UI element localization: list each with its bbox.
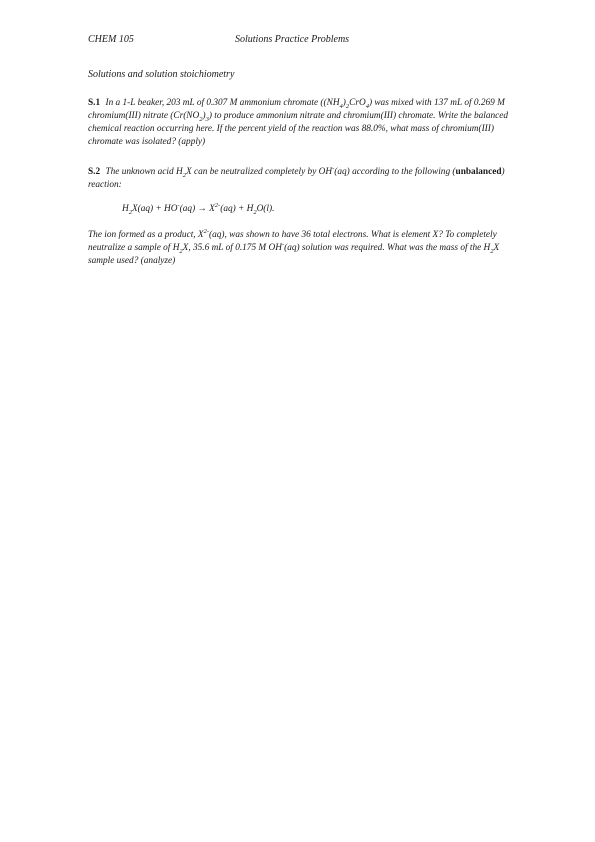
problem-s2 [88, 166, 513, 192]
problem-s1 [88, 97, 513, 149]
document-title: Solutions Practice Problems [235, 34, 350, 45]
problem-text: In a 1-L beaker, 203 mL of 0.307 M ammonium chromate $((NH_4)_2CrO_4)$ was mixed with 137 mL of 0.269 M chromium(III) nitrate $(Cr(NO_2)_3)$ to produce ammonium nitrate and chromium(III) chromate. Write the balanced chemical reaction occurring here. If the percent yield of the reaction was 88.0%, what mass of chromium(III) chromate was isolated? (apply) [88, 98, 509, 147]
problem-s2-followup: The ion formed as a product, $X^{2-}(aq)$, was shown to have 36 total electrons. What is element X? To completely neutralize a sample of $H_2X$, 35.6 mL of 0.175 M OH-(aq) solution was required. What was the mass of the $H_2X$ sample used? (analyze) [88, 227, 500, 266]
problem-text: The unknown acid $H_2X$ can be neutralized completely by OH-(aq) according to the following (unbalanced) reaction: [88, 164, 505, 190]
course-code: CHEM 105 [88, 34, 134, 45]
section-title: Solutions and solution stoichiometry [88, 69, 235, 80]
emphasis-unbalanced: unbalanced [455, 167, 502, 177]
reaction-equation: $H_2X(aq) + HO^-(aq) \to X^{2-}(aq) + H_2O(l)$. [122, 201, 275, 216]
problem-number: S.1 [88, 98, 101, 108]
problem-number: S.2 [88, 167, 101, 177]
